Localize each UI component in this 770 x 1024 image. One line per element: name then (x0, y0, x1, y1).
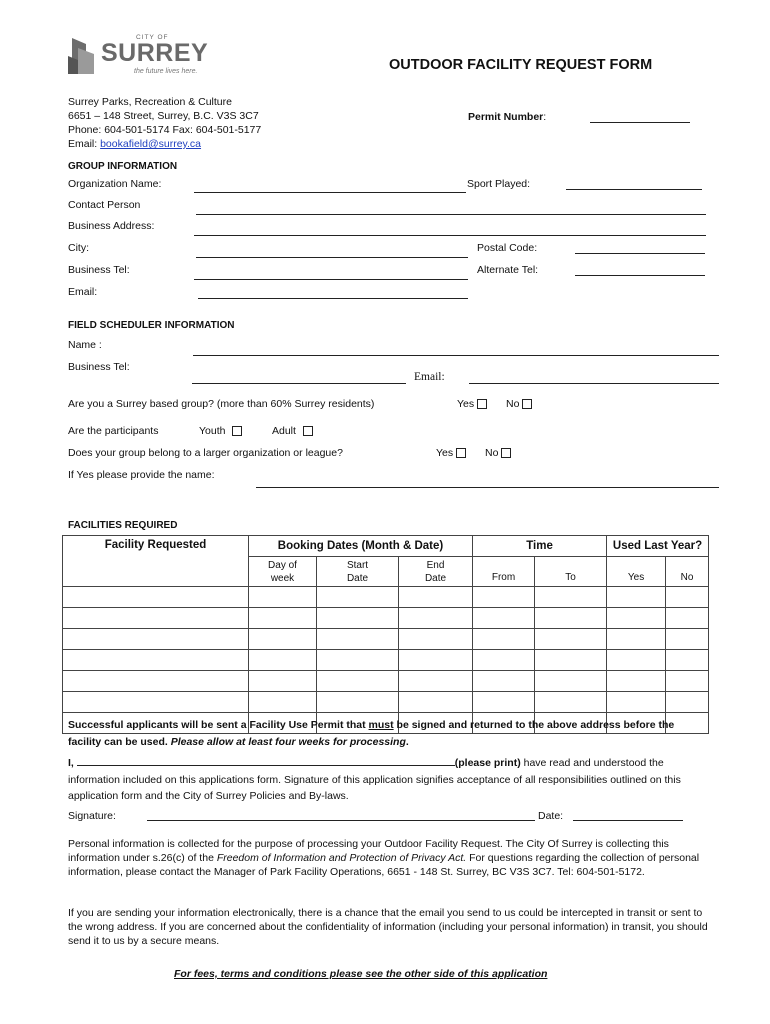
postal-code-label: Postal Code: (477, 242, 538, 254)
scheduler-heading: FIELD SCHEDULER INFORMATION (68, 320, 235, 331)
table-cell[interactable] (607, 671, 666, 692)
table-cell[interactable] (399, 629, 473, 650)
city-label: City: (68, 242, 89, 254)
table-cell[interactable] (473, 629, 535, 650)
youth-label: Youth (199, 425, 226, 437)
table-cell[interactable] (666, 671, 709, 692)
signature-label: Signature: (68, 810, 116, 822)
declaration (68, 755, 708, 805)
org-name-label: Organization Name: (68, 178, 162, 190)
contact-person-field[interactable] (196, 214, 706, 215)
table-cell[interactable] (607, 587, 666, 608)
table-cell[interactable] (249, 629, 317, 650)
table-cell[interactable] (317, 608, 399, 629)
table-cell[interactable] (473, 692, 535, 713)
surrey-no-option[interactable] (506, 398, 532, 410)
declaration-name-field[interactable] (77, 755, 455, 766)
privacy-part2: For questions regarding the collection of personal information, please contact the Manager of Park Facility Operations, 6651 - 148 St. Surrey, BC V3S 3C7. Tel: 604-501-5172. (68, 851, 700, 878)
table-cell[interactable] (63, 587, 249, 608)
col-time: Time (473, 536, 607, 557)
org-name-question: If Yes please provide the name: (68, 469, 215, 481)
surrey-yes-option[interactable] (457, 398, 487, 410)
table-cell[interactable] (607, 650, 666, 671)
table-cell[interactable] (666, 650, 709, 671)
surrey-logo (68, 34, 218, 80)
table-cell[interactable] (473, 587, 535, 608)
facilities-heading: FACILITIES REQUIRED (68, 520, 178, 531)
table-cell[interactable] (317, 650, 399, 671)
adult-option[interactable] (272, 425, 313, 437)
business-tel-label: Business Tel: (68, 264, 130, 276)
table-cell[interactable] (666, 587, 709, 608)
surrey-no-checkbox[interactable] (522, 399, 532, 409)
table-cell[interactable] (399, 671, 473, 692)
table-cell[interactable] (399, 587, 473, 608)
table-cell[interactable] (63, 671, 249, 692)
sub-start-date-text: Start Date (346, 559, 369, 584)
business-tel-field[interactable] (194, 279, 468, 280)
table-cell[interactable] (535, 608, 607, 629)
permit-notice (68, 717, 708, 750)
scheduler-name-label: Name : (68, 339, 102, 351)
sub-from: From (473, 557, 535, 587)
sub-end-date-text: End Date (424, 559, 447, 584)
sub-no: No (666, 557, 709, 587)
permit-number-label (468, 111, 546, 123)
table-cell[interactable] (607, 608, 666, 629)
table-cell[interactable] (249, 692, 317, 713)
facilities-table (62, 535, 709, 734)
participants-question: Are the participants (68, 425, 159, 437)
table-row (63, 650, 709, 671)
table-cell[interactable] (473, 650, 535, 671)
table-cell[interactable] (607, 692, 666, 713)
larger-org-name-field[interactable] (256, 487, 719, 488)
postal-code-field[interactable] (575, 253, 705, 254)
sub-day-of-week-text: Day of week (268, 559, 297, 584)
col-facility-requested: Facility Requested (63, 536, 249, 587)
permit-label: Permit Number (468, 111, 544, 123)
table-cell[interactable] (317, 587, 399, 608)
phone-fax: Phone: 604-501-5174 Fax: 604-501-5177 (68, 124, 262, 136)
table-cell[interactable] (249, 650, 317, 671)
table-row (63, 671, 709, 692)
surrey-yes-checkbox[interactable] (477, 399, 487, 409)
contact-person-label: Contact Person (68, 199, 141, 211)
notice-end: . (405, 735, 409, 748)
table-cell[interactable] (535, 629, 607, 650)
larger-yes-option[interactable] (436, 447, 466, 459)
table-row (63, 608, 709, 629)
permit-colon: : (543, 111, 547, 123)
signature-field[interactable] (147, 820, 535, 821)
table-cell[interactable] (666, 692, 709, 713)
larger-no-label: No (485, 447, 499, 459)
logo-city-of: CITY OF (136, 34, 169, 41)
alternate-tel-label: Alternate Tel: (477, 264, 539, 276)
larger-no-option[interactable] (485, 447, 511, 459)
notice-italic: Please allow at least four weeks for processing (170, 735, 406, 748)
declaration-i: I, (68, 757, 77, 769)
electronic-notice: If you are sending your information electronically, there is a chance that the email you send to us could be intercepted in transit or sent to the wrong address. If you are concerned about the confidentiality of information (including your personal information) in transit, you should send it to us by a secure means. (68, 907, 708, 947)
surrey-yes-label: Yes (457, 398, 475, 410)
surrey-group-question: Are you a Surrey based group? (more than 60% Surrey residents) (68, 398, 375, 410)
table-row (63, 587, 709, 608)
scheduler-tel-label: Business Tel: (68, 361, 130, 373)
table-cell[interactable] (666, 608, 709, 629)
table-row (63, 629, 709, 650)
permit-number-field[interactable] (590, 122, 690, 123)
adult-checkbox[interactable] (303, 426, 313, 436)
notice-part1: Successful applicants will be sent a Facility Use Permit that (68, 719, 369, 731)
table-cell[interactable] (249, 608, 317, 629)
city-field[interactable] (196, 257, 468, 258)
larger-yes-checkbox[interactable] (456, 448, 466, 458)
col-booking-dates: Booking Dates (Month & Date) (249, 536, 473, 557)
date-label: Date: (538, 810, 564, 822)
col-used-last-year: Used Last Year? (607, 536, 709, 557)
table-cell[interactable] (399, 608, 473, 629)
surrey-no-label: No (506, 398, 520, 410)
privacy-notice (68, 838, 708, 879)
surrey-logo-mark-icon (68, 34, 98, 76)
alternate-tel-field[interactable] (575, 275, 705, 276)
scheduler-email-label: Email: (414, 371, 445, 383)
notice-part2: be signed and returned to the above address before the facility can be used. (68, 719, 675, 748)
table-cell[interactable] (63, 608, 249, 629)
sub-to: To (535, 557, 607, 587)
declaration-print: (please print) (454, 757, 521, 769)
table-cell[interactable] (399, 650, 473, 671)
table-cell[interactable] (249, 671, 317, 692)
table-header-row (63, 536, 709, 557)
street-address: 6651 – 148 Street, Surrey, B.C. V3S 3C7 (68, 110, 259, 122)
larger-no-checkbox[interactable] (501, 448, 511, 458)
table-cell[interactable] (317, 671, 399, 692)
table-cell[interactable] (63, 692, 249, 713)
declaration-rest: have read and understood the information included on this applications form. Signature of this application signifies acceptance of all responsibilities outlined on this application form and the City of Surrey Policies and By-laws. (68, 757, 681, 802)
sub-day-of-week (249, 557, 317, 587)
dept-name: Surrey Parks, Recreation & Culture (68, 96, 232, 108)
table-cell[interactable] (666, 629, 709, 650)
business-address-label: Business Address: (68, 220, 155, 232)
table-cell[interactable] (399, 692, 473, 713)
adult-label: Adult (272, 425, 296, 437)
sport-played-field[interactable] (566, 189, 702, 190)
scheduler-name-field[interactable] (193, 355, 719, 356)
table-cell[interactable] (249, 587, 317, 608)
table-cell[interactable] (473, 671, 535, 692)
larger-yes-label: Yes (436, 447, 454, 459)
group-info-heading: GROUP INFORMATION (68, 161, 178, 172)
email-link[interactable]: bookafield@surrey.ca (100, 138, 202, 150)
page-title: OUTDOOR FACILITY REQUEST FORM (389, 57, 653, 73)
table-cell[interactable] (535, 692, 607, 713)
larger-org-question: Does your group belong to a larger organization or league? (68, 447, 343, 459)
group-email-label: Email: (68, 286, 98, 298)
table-cell[interactable] (63, 650, 249, 671)
logo-name: SURREY (101, 39, 209, 67)
group-email-field[interactable] (198, 298, 468, 299)
email-label: Email: (68, 138, 101, 150)
table-cell[interactable] (317, 692, 399, 713)
email-line (68, 138, 201, 150)
table-row (63, 692, 709, 713)
table-cell[interactable] (535, 671, 607, 692)
sub-start-date (317, 557, 399, 587)
youth-checkbox[interactable] (232, 426, 242, 436)
org-name-field[interactable] (194, 192, 466, 193)
logo-tagline: the future lives here. (134, 68, 198, 75)
table-cell[interactable] (535, 650, 607, 671)
table-cell[interactable] (607, 629, 666, 650)
table-cell[interactable] (473, 608, 535, 629)
privacy-part1: Personal information is collected for the purpose of processing your Outdoor Facility Request. The City Of Surrey is collecting this information under s.26(c) of the (68, 838, 669, 864)
scheduler-tel-field[interactable] (192, 383, 406, 384)
privacy-act: Freedom of Information and Protection of Privacy Act. (216, 851, 467, 864)
sub-end-date (399, 557, 473, 587)
youth-option[interactable] (199, 425, 242, 437)
notice-must: must (368, 719, 394, 731)
scheduler-email-field[interactable] (469, 383, 719, 384)
business-address-field[interactable] (194, 235, 706, 236)
table-cell[interactable] (317, 629, 399, 650)
table-cell[interactable] (535, 587, 607, 608)
footer-note: For fees, terms and conditions please see the other side of this application (174, 968, 548, 980)
date-field[interactable] (573, 820, 683, 821)
sport-played-label: Sport Played: (467, 178, 531, 190)
table-cell[interactable] (63, 629, 249, 650)
sub-yes: Yes (607, 557, 666, 587)
